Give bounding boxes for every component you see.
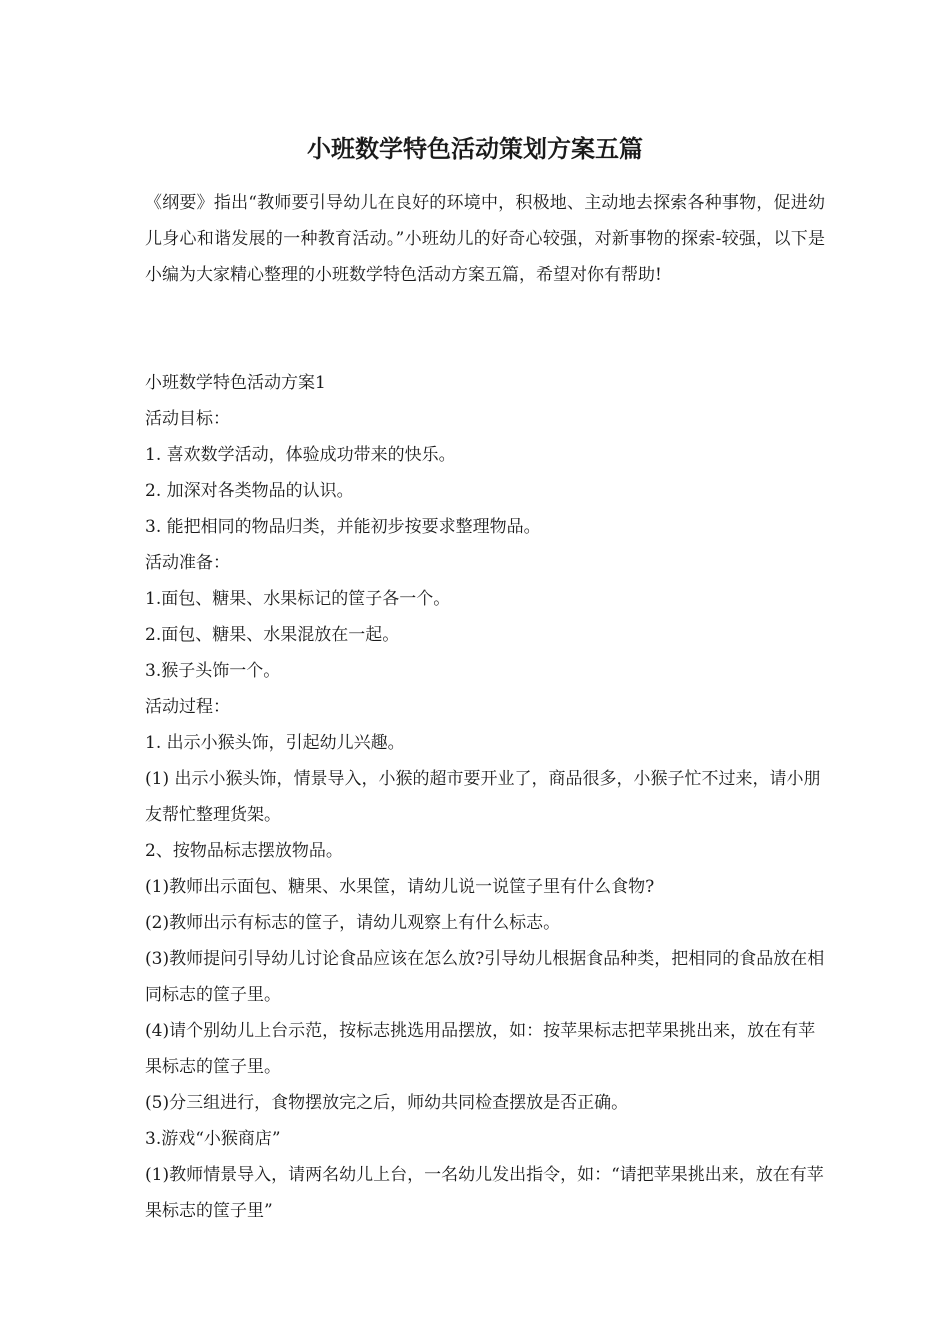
list-item: (1) 出示小猴头饰，情景导入，小猴的超市要开业了，商品很多，小猴子忙不过来，请小朋友帮忙整理货架。 [145,769,821,825]
list-item: 3. 能把相同的物品归类，并能初步按要求整理物品。 [145,517,541,537]
list-item: 1.面包、糖果、水果标记的筐子各一个。 [145,589,451,609]
list-item: (4)请个别幼儿上台示范，按标志挑选用品摆放，如：按苹果标志把苹果挑出来，放在有苹果标志的筐子里。 [145,1021,816,1077]
list-item: 3.猴子头饰一个。 [145,661,281,681]
list-item: (2)教师出示有标志的筐子，请幼儿观察上有什么标志。 [145,913,561,933]
document-title: 小班数学特色活动策划方案五篇 [307,134,643,163]
list-item: (5)分三组进行，食物摆放完之后，师幼共同检查摆放是否正确。 [145,1093,629,1113]
list-item: 2. 加深对各类物品的认识。 [145,481,354,501]
subheading: 活动准备： [145,553,230,573]
list-item: 2、按物品标志摆放物品。 [145,841,343,861]
list-item: 1. 出示小猴头饰，引起幼儿兴趣。 [145,733,405,753]
list-item: (1)教师情景导入，请两名幼儿上台，一名幼儿发出指令，如：“请把苹果挑出来，放在有苹果标志的筐子里” [145,1165,824,1221]
subheading: 活动目标： [145,409,230,429]
list-item: 3.游戏“小猴商店” [145,1129,281,1149]
list-item: 2.面包、糖果、水果混放在一起。 [145,625,400,645]
subheading: 活动过程： [145,697,230,717]
document-body [145,365,825,1229]
list-item: (3)教师提问引导幼儿讨论食品应该在怎么放?引导幼儿根据食品种类，把相同的食品放在相同标志的筐子里。 [145,949,825,1005]
list-item: 1. 喜欢数学活动，体验成功带来的快乐。 [145,445,456,465]
list-item: (1)教师出示面包、糖果、水果筐，请幼儿说一说筐子里有什么食物? [145,877,655,897]
section-heading: 小班数学特色活动方案1 [145,373,326,393]
intro-paragraph: 《纲要》指出“教师要引导幼儿在良好的环境中，积极地、主动地去探索各种事物，促进幼儿身心和谐发展的一种教育活动。”小班幼儿的好奇心较强，对新事物的探索-较强，以下是小编为大家精心整理的小班数学特色活动方案五篇，希望对你有帮助! [145,193,825,285]
